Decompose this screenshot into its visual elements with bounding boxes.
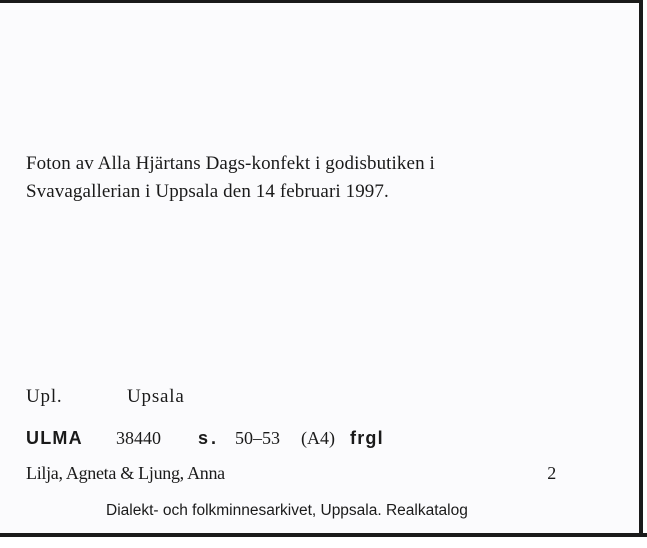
- color-code: frgl: [350, 428, 384, 448]
- region-code: Upl.: [26, 386, 63, 407]
- page-range: 50–53: [235, 428, 280, 448]
- collector-row: [26, 463, 556, 484]
- page-label: s.: [198, 428, 220, 448]
- paper-format: (A4): [301, 428, 335, 448]
- description: [26, 150, 606, 206]
- record-number: 38440: [116, 428, 161, 448]
- archive-footer: Dialekt- och folkminnesarkivet, Uppsala. Realkatalog: [106, 502, 468, 519]
- collectors: Lilja, Agneta & Ljung, Anna: [26, 463, 225, 483]
- description-line-2: Svavagallerian i Uppsala den 14 februari 1997.: [26, 181, 389, 202]
- page-margin: [0, 537, 647, 548]
- place-name: Upsala: [127, 386, 185, 407]
- archive-row: [26, 428, 384, 449]
- card-count: 2: [547, 463, 556, 483]
- region-row: [26, 386, 185, 408]
- description-line-1: Foton av Alla Hjärtans Dags-konfekt i godisbutiken i: [26, 153, 435, 174]
- archive-code: ULMA: [26, 428, 83, 448]
